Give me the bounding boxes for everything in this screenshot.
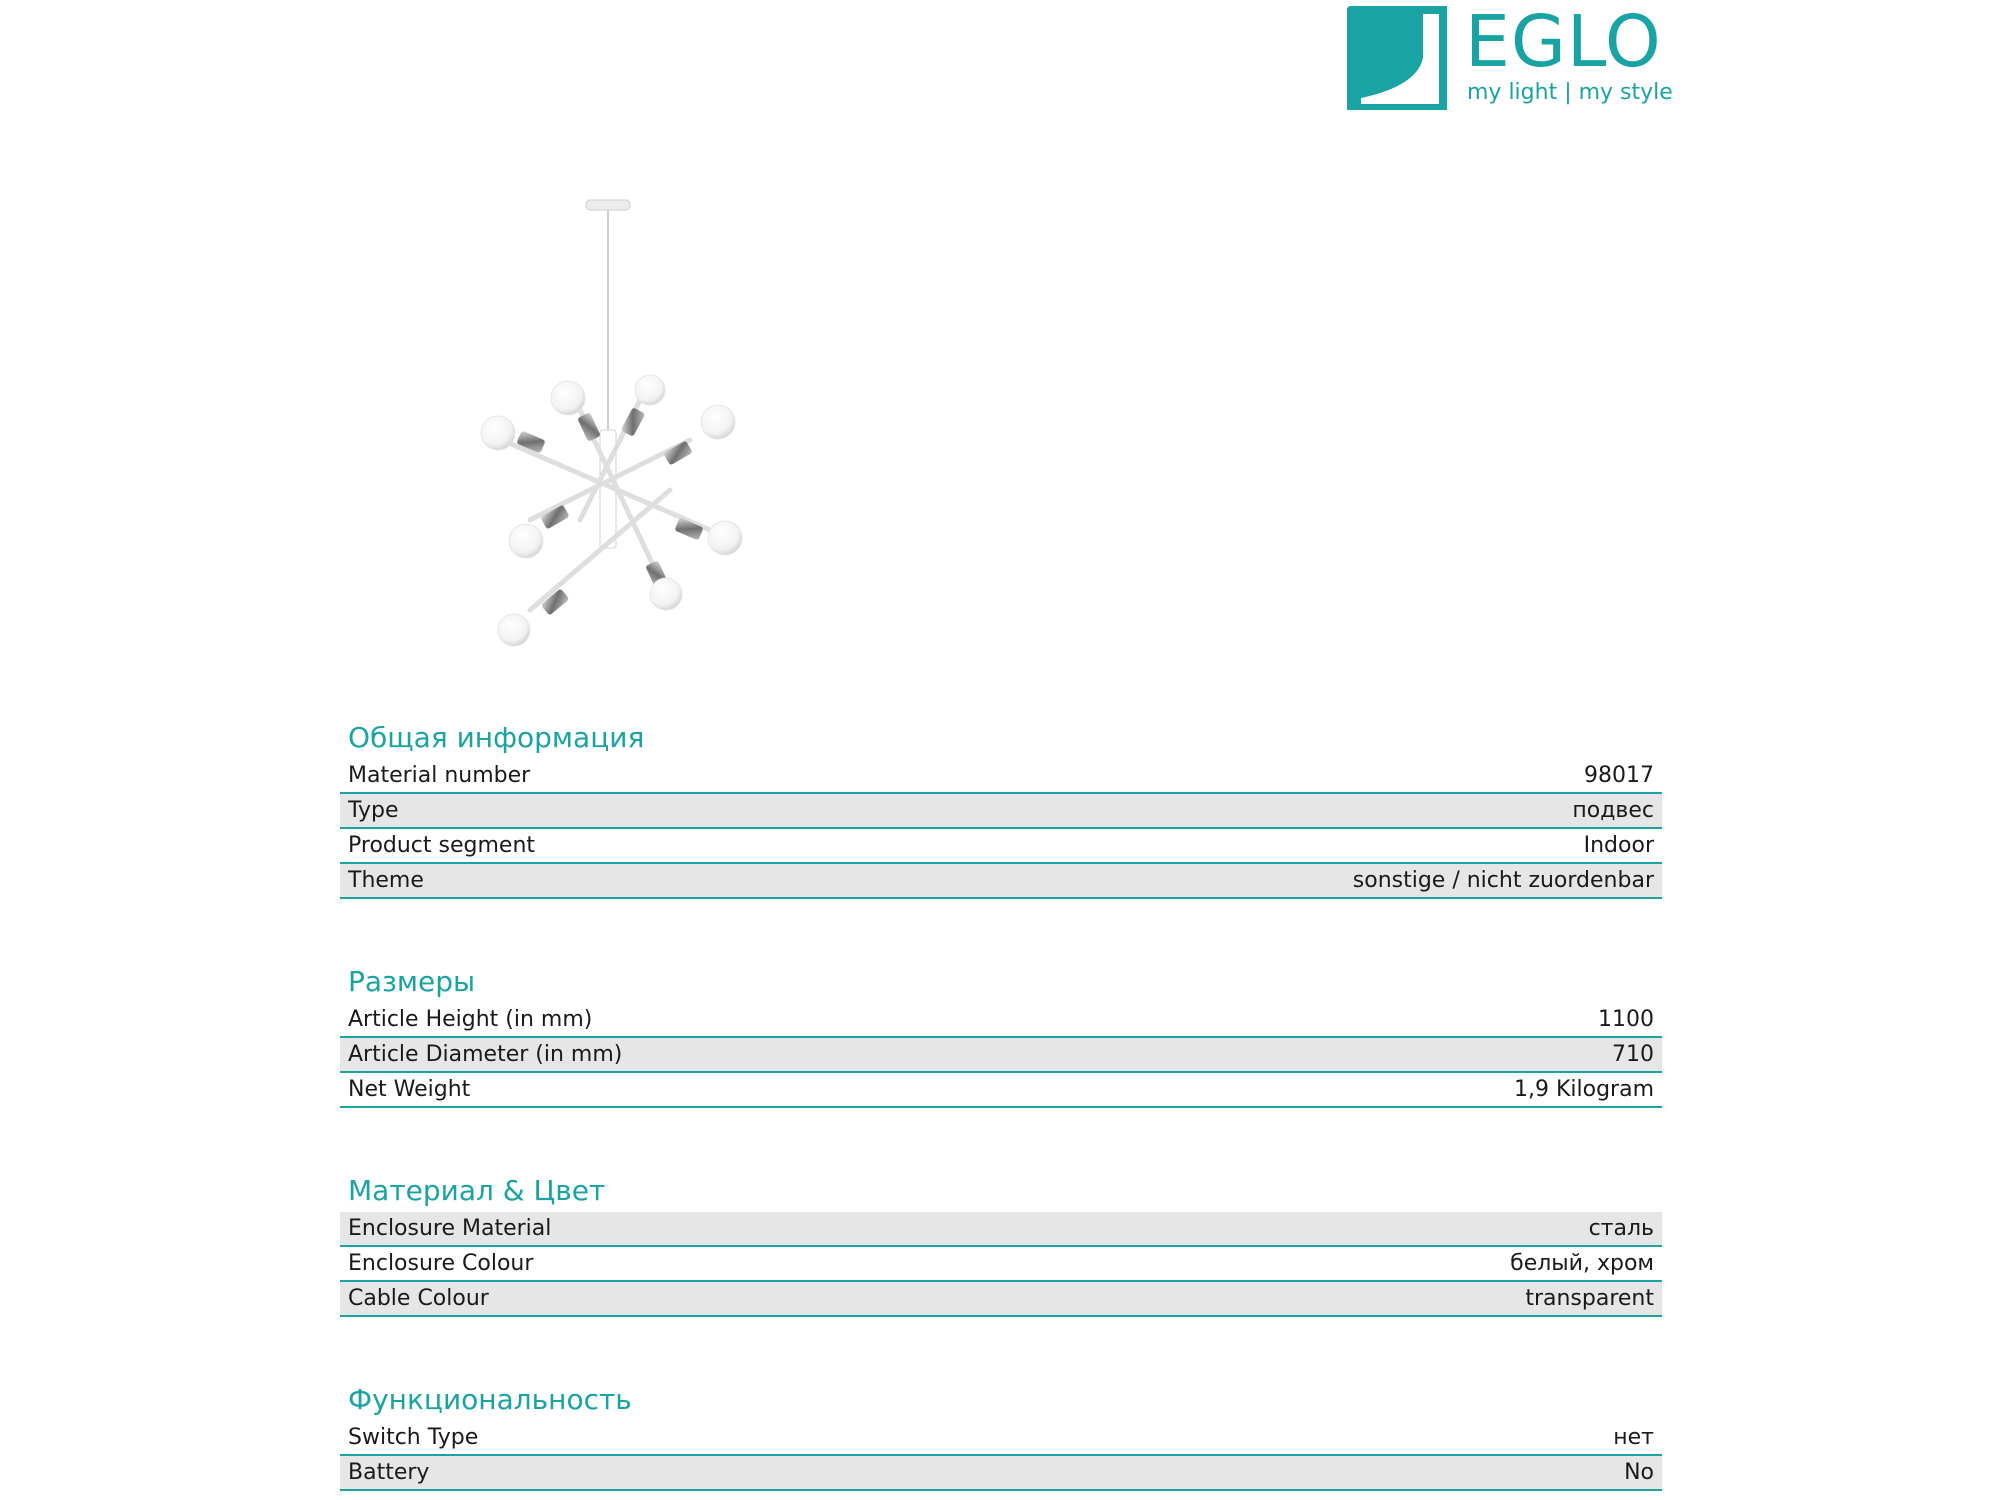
table-row bbox=[340, 1456, 1662, 1491]
table-row bbox=[340, 1003, 1662, 1038]
chandelier-image bbox=[460, 190, 780, 660]
table-row bbox=[340, 1073, 1662, 1108]
eglo-logo bbox=[1343, 0, 1673, 114]
table-row bbox=[340, 1038, 1662, 1073]
row-label: Switch Type bbox=[348, 1425, 479, 1450]
row-label: Article Height (in mm) bbox=[348, 1007, 593, 1032]
row-value: сталь bbox=[1588, 1216, 1654, 1241]
row-label: Net Weight bbox=[348, 1077, 471, 1102]
section-dimensions bbox=[340, 961, 1662, 1108]
row-value: 1,9 Kilogram bbox=[1513, 1077, 1654, 1102]
row-value: sonstige / nicht zuordenbar bbox=[1352, 868, 1654, 893]
row-value: белый, хром bbox=[1510, 1251, 1654, 1276]
table-row bbox=[340, 794, 1662, 829]
row-label: Article Diameter (in mm) bbox=[348, 1042, 623, 1067]
row-value: 98017 bbox=[1584, 763, 1654, 788]
brand-name: EGLO bbox=[1465, 0, 1662, 83]
section-title: Материал & Цвет bbox=[348, 1174, 606, 1207]
table-row bbox=[340, 1247, 1662, 1282]
row-value: подвес bbox=[1572, 798, 1654, 823]
eglo-lamp-mark-icon bbox=[1343, 0, 1453, 114]
table-row bbox=[340, 1212, 1662, 1247]
row-value: transparent bbox=[1525, 1286, 1654, 1311]
row-label: Product segment bbox=[348, 833, 536, 858]
row-value: No bbox=[1624, 1460, 1654, 1485]
row-label: Battery bbox=[348, 1460, 430, 1485]
table-row bbox=[340, 829, 1662, 864]
row-label: Material number bbox=[348, 763, 531, 788]
row-label: Enclosure Material bbox=[348, 1216, 552, 1241]
table-row bbox=[340, 759, 1662, 794]
table-row bbox=[340, 1282, 1662, 1317]
table-row bbox=[340, 1421, 1662, 1456]
row-value: нет bbox=[1613, 1425, 1654, 1450]
section-title: Общая информация bbox=[348, 721, 645, 754]
section-general-info bbox=[340, 717, 1662, 899]
row-value: 710 bbox=[1612, 1042, 1654, 1067]
row-label: Type bbox=[348, 798, 399, 823]
table-row bbox=[340, 864, 1662, 899]
row-value: Indoor bbox=[1583, 833, 1654, 858]
row-label: Enclosure Colour bbox=[348, 1251, 534, 1276]
row-value: 1100 bbox=[1598, 1007, 1654, 1032]
section-title: Размеры bbox=[348, 965, 476, 998]
brand-tagline: my light | my style bbox=[1467, 80, 1673, 105]
section-title: Функциональность bbox=[348, 1383, 632, 1416]
section-material-colour bbox=[340, 1170, 1662, 1317]
row-label: Cable Colour bbox=[348, 1286, 489, 1311]
section-functionality bbox=[340, 1379, 1662, 1491]
row-label: Theme bbox=[348, 868, 424, 893]
